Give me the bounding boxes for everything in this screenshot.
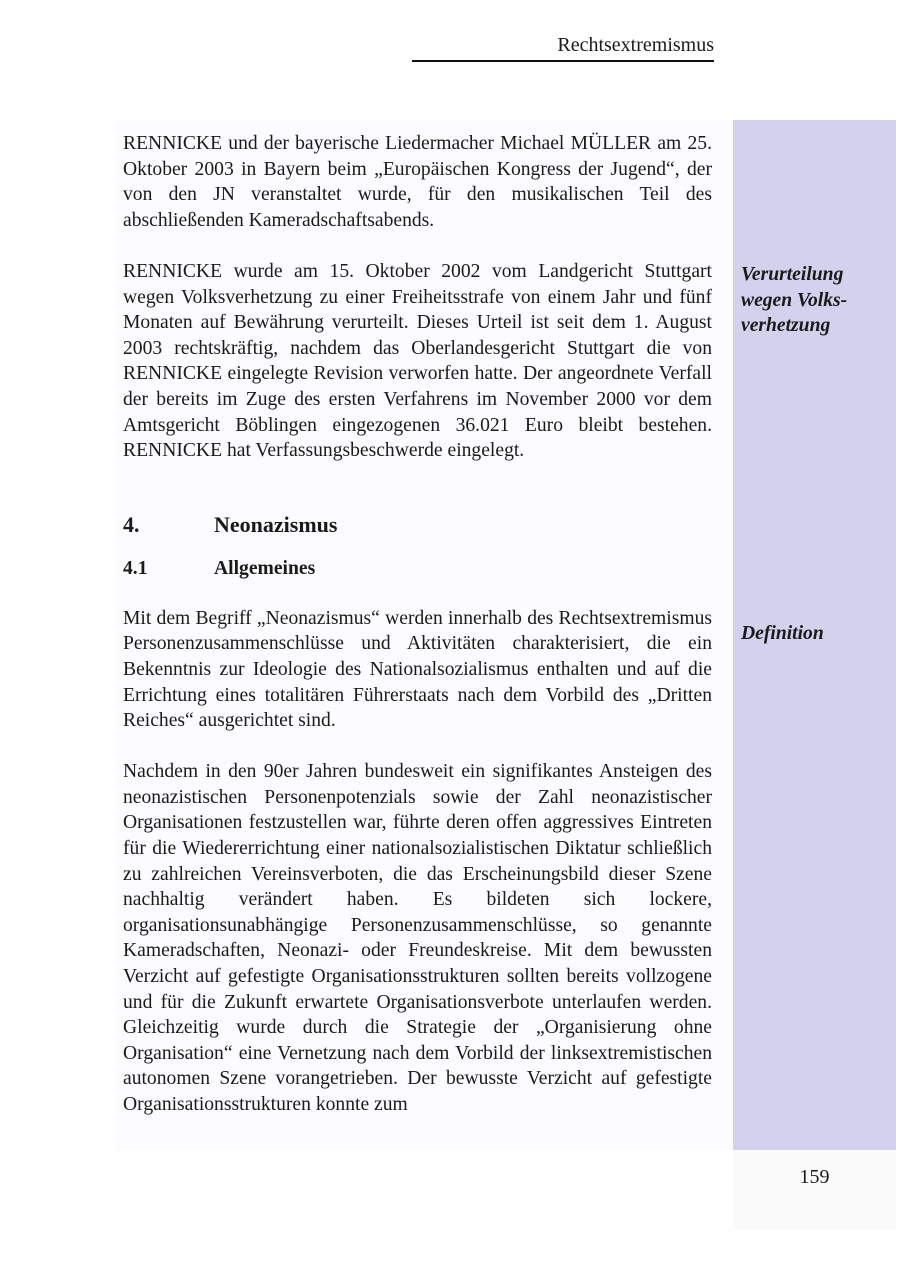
- section-title: Neonazismus: [214, 511, 338, 537]
- footer-box: [733, 1150, 896, 1230]
- subsection-title: Allgemeines: [214, 557, 316, 579]
- page-number: 159: [799, 1166, 830, 1188]
- paragraph-definition: Mit dem Begriff „Neonazismus“ werden innerhalb des Rechtsextremismus Personenzusammenschlüsse und Aktivitäten charakterisiert, die ein Bekenntnis zur Ideologie des Nationalsozialismus enthalten und auf die Errichtung eines totalitären Führerstaats nach dem Vorbild des „Dritten Reiches“ ausgerichtet sind.: [123, 607, 712, 732]
- section-number: 4.: [123, 511, 140, 537]
- section-heading: [123, 511, 712, 539]
- margin-note-definition: Definition: [741, 623, 824, 644]
- margin-note-verurteilung: Verurteilung wegen Volksverhetzung: [741, 264, 848, 337]
- paragraph-rennicke-urteil: RENNICKE wurde am 15. Oktober 2002 vom Landgericht Stuttgart wegen Volksverhetzung zu einer Freiheitsstrafe von einem Jahr und fünf Monaten auf Bewährung verurteilt. Dieses Urteil ist seit dem 1. August 2003 rechtskräftig, nachdem das Oberlandesgericht Stuttgart die von RENNICKE eingelegte Revision verworfen hatte. Der angeordnete Verfall der bereits im Zuge des ersten Verfahrens im November 2000 vor dem Amtsgericht Böblingen eingezogenen 36.021 Euro bleibt bestehen. RENNICKE hat Verfassungsbeschwerde eingelegt.: [123, 260, 712, 462]
- running-header: Rechtsextremismus: [412, 33, 714, 62]
- subsection-number: 4.1: [123, 557, 148, 579]
- paragraph-rennicke-kongress: RENNICKE und der bayerische Liedermacher Michael MÜLLER am 25. Oktober 2003 in Bayern beim „Europäischen Kongress der Jugend“, der von den JN veranstaltet wurde, für den musikalischen Teil des abschließenden Kameradschaftsabends.: [123, 133, 712, 231]
- subsection-heading: [123, 556, 712, 581]
- paragraph-entwicklung: Nachdem in den 90er Jahren bundesweit ein signifikantes Ansteigen des neonazistischen Personenpotenzials sowie der Zahl neonazistischer Organisationen festzustellen war, führte deren offen aggressives Eintreten für die Wiedererrichtung einer nationalsozialistischen Diktatur schließlich zu zahlreichen Vereinsverboten, die das Erscheinungsbild dieser Szene nachhaltig verändert haben. Es bildeten sich lockere, organisationsunabhängige Personenzusammenschlüsse, so genannte Kameradschaften, Neonazi- oder Freundeskreise. Mit dem bewussten Verzicht auf gefestigte Organisationsstrukturen sollten bereits vollzogene und für die Zukunft erwartete Organisationsverbote unterlaufen werden. Gleichzeitig wurde durch die Strategie der „Organisierung ohne Organisation“ eine Vernetzung nach dem Vorbild der linksextremistischen autonomen Szene vorangetrieben. Der bewusste Verzicht auf gefestigte Organisationsstrukturen konnte zum: [123, 761, 712, 1115]
- main-content: [123, 131, 712, 1118]
